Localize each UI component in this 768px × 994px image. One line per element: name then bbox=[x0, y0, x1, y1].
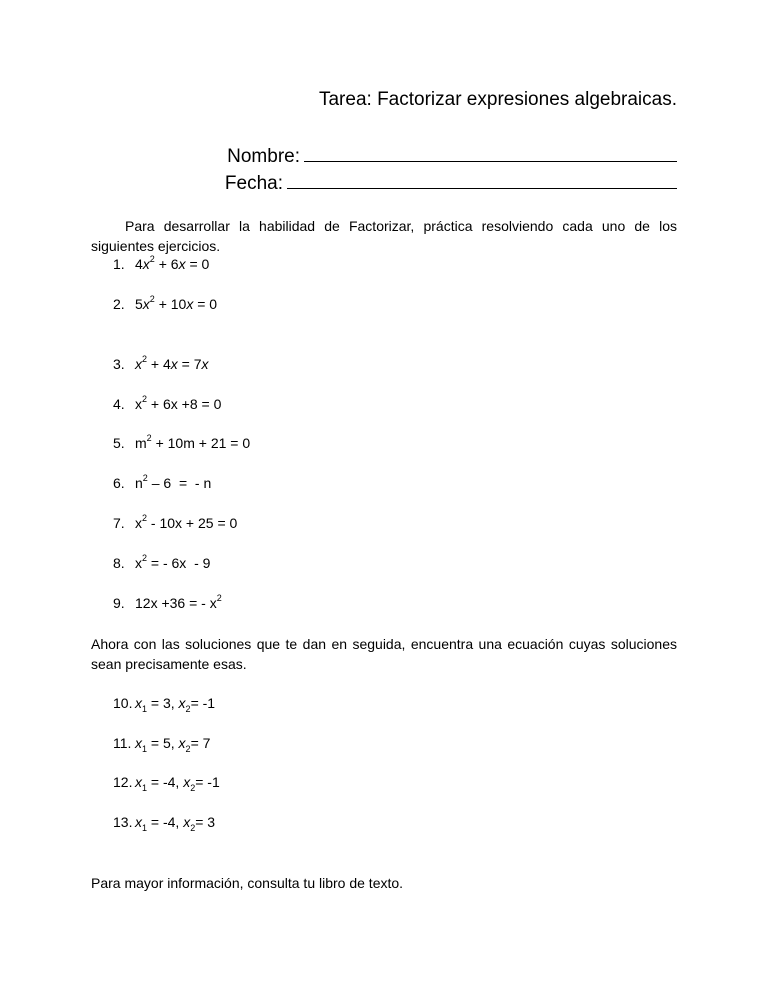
exercise-2: 2. $5x^2 + 10x = 0$ bbox=[113, 294, 218, 312]
exercise-12-text: $x_1 = -4$, $x_2= -1$ bbox=[135, 774, 220, 793]
exercise-13-text: $x_1 = -4$, $x_2= 3$ bbox=[135, 814, 216, 833]
exercise-10-text: $x_1 = 3$, $x_2= -1$ bbox=[135, 695, 216, 714]
date-label: Fecha: bbox=[224, 173, 283, 194]
footer-note: Para mayor información, consulta tu libro de texto. bbox=[91, 875, 404, 891]
exercise-2-text: $5x^2 + 10x = 0$ bbox=[135, 294, 218, 312]
exercise-9-text: 12x +36 = - $x^2$ bbox=[135, 593, 222, 611]
date-blank-line[interactable] bbox=[287, 171, 677, 189]
exercise-3-text: $x^2 + 4x = 7x$ bbox=[135, 354, 209, 372]
name-blank-line[interactable] bbox=[304, 144, 677, 162]
exercise-8: 8. $x^2$ = - 6x - 9 bbox=[113, 553, 211, 571]
exercise-11: 11. $x_1 = 5$, $x_2= 7$ bbox=[113, 735, 211, 754]
exercise-6-text: $n^2 - 6$ = - n bbox=[135, 473, 212, 491]
name-field bbox=[227, 144, 677, 168]
exercise-7: 7. $x^2 - 10x + 25 = 0$ bbox=[113, 513, 238, 531]
exercise-8-text: $x^2$ = - 6x - 9 bbox=[135, 553, 211, 571]
exercise-5-text: $m^2 + 10m + 21 = 0$ bbox=[135, 433, 251, 451]
exercise-3: 3. $x^2 + 4x = 7x$ bbox=[113, 354, 209, 372]
exercise-1: 1. $4x^2 + 6x = 0$ bbox=[113, 254, 210, 272]
exercise-4: 4. $x^2 + 6x +8 = 0$ bbox=[113, 394, 222, 412]
exercise-7-text: $x^2 - 10x + 25 = 0$ bbox=[135, 513, 238, 531]
exercise-9: 9. 12x +36 = - $x^2$ bbox=[113, 593, 222, 611]
intro-paragraph bbox=[91, 216, 677, 256]
intro-text: Para desarrollar la habilidad de Factorizar, práctica resolviendo cada uno de los siguientes ejercicios. bbox=[91, 218, 677, 254]
exercise-6: 6. $n^2 - 6$ = - n bbox=[113, 473, 212, 491]
name-label: Nombre: bbox=[227, 146, 300, 167]
date-field bbox=[225, 171, 677, 195]
exercise-10: 10. $x_1 = 3$, $x_2= -1$ bbox=[113, 695, 216, 714]
exercise-13: 13. $x_1 = -4$, $x_2= 3$ bbox=[113, 814, 216, 833]
exercise-1-text: $4x^2 + 6x = 0$ bbox=[135, 254, 210, 272]
exercise-4-text: $x^2 + 6x +8 = 0$ bbox=[135, 394, 222, 412]
exercise-11-text: $x_1 = 5$, $x_2= 7$ bbox=[135, 735, 211, 754]
part2-paragraph: Ahora con las soluciones que te dan en seguida, encuentra una ecuación cuyas soluciones sean precisamente esas. bbox=[91, 636, 677, 672]
page-title: Tarea: Factorizar expresiones algebraicas. bbox=[318, 89, 677, 110]
exercise-5: 5. $m^2 + 10m + 21 = 0$ bbox=[113, 433, 251, 451]
exercise-12: 12. $x_1 = -4$, $x_2= -1$ bbox=[113, 774, 220, 793]
